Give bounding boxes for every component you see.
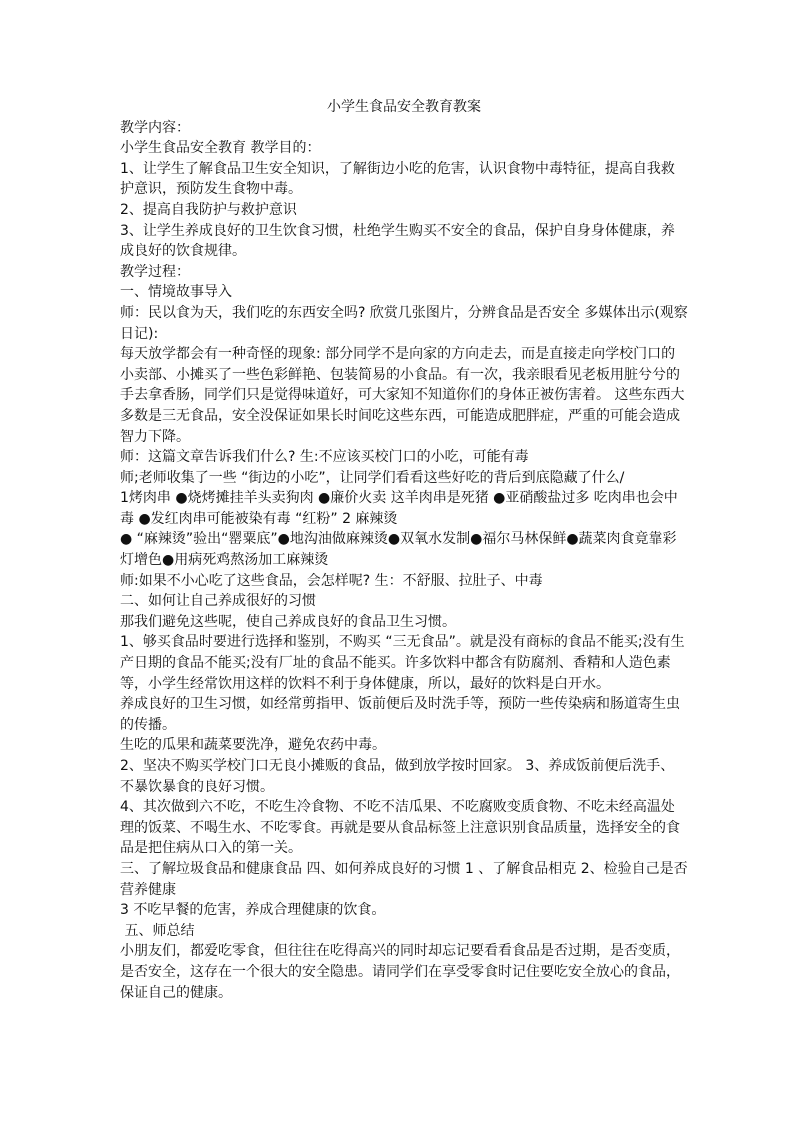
paragraph-teacher-consequence: 师:如果不小心吃了这些食品，会怎样呢? 生：不舒服、拉肚子、中毒 (120, 572, 543, 589)
section-heading-3-4: 三、了解垃圾食品和健康食品 四、如何养成良好的习惯 1 、了解食品相克 2、检验自己是否营养健康 (120, 860, 688, 898)
document-title: 小学生食品安全教育教案 (327, 99, 481, 115)
paragraph-habit-2-3: 2、坚决不购买学校门口无良小摊贩的食品，做到放学按时回家。 3、养成饭前便后洗手、不暴饮暴食的良好习惯。 (120, 758, 675, 795)
paragraph-habit-4: 4、其次做到六不吃，不吃生冷食物、不吃不洁瓜果、不吃腐败变质食物、不吃未经高温处理的饭菜、不喝生水、不吃零食。再就是要从食品标签上注意识别食品质量，选择安全的食品是把住病从口入的第一关。 (120, 799, 680, 857)
paragraph-teaching-content: 教学内容： (120, 119, 190, 136)
paragraph-habit-intro: 那我们避免这些呢，使自己养成良好的食品卫生习惯。 (120, 613, 456, 630)
paragraph-teacher-intro: 师：民以食为天，我们吃的东西安全吗? 欣赏几张图片，分辨食品是否安全 多媒体出示(观察日记): (120, 304, 688, 342)
paragraph-kebab-list: 1烤肉串 ●烧烤摊挂羊头卖狗肉 ●廉价火卖 这羊肉串是死猪 ●亚硝酸盐过多 吃肉串也会中毒 ●发红肉串可能被染有毒 “红粉” 2 麻辣烫 (120, 490, 678, 527)
section-heading-5: 五、师总结 (120, 922, 195, 939)
paragraph-malatang-list: ● “麻辣烫”验出“罂粟底”●地沟油做麻辣烫●双氧水发制●福尔马林保鲜●蔬菜肉食竟靠彩灯增色●用病死鸡熬汤加工麻辣烫 (120, 531, 677, 569)
section-heading-2: 二、如何让自己养成很好的习惯 (120, 593, 316, 610)
paragraph-summary: 小朋友们，都爱吃零食，但往往在吃得高兴的同时却忘记要看看食品是否过期，是否变质，是否安全，这存在一个很大的安全隐患。请同学们在享受零食时记住要吃安全放心的食品，保证自己的健康。 (120, 943, 680, 1001)
paragraph-teaching-purpose: 小学生食品安全教育 教学目的： (120, 140, 321, 157)
paragraph-breakfast: 3 不吃早餐的危害，养成合理健康的饮食。 (120, 902, 386, 919)
paragraph-habit-1: 1、够买食品时要进行选择和鉴别，不购买 “三无食品”。就是没有商标的食品不能买;没有生产日期的食品不能买;没有厂址的食品不能买。许多饮料中都含有防腐剂、香精和人造色素等，小学生经常饮用这样的饮料不利于身体健康，所以，最好的饮料是白开水。 (120, 634, 685, 692)
paragraph-hygiene: 养成良好的卫生习惯，如经常剪指甲、饭前便后及时洗手等，预防一些传染病和肠道寄生虫的传播。 (120, 696, 680, 733)
paragraph-goal-2: 2、提高自我防护与救护意识 (120, 201, 297, 218)
paragraph-goal-3: 3、让学生养成良好的卫生饮食习惯，杜绝学生购买不安全的食品，保护自身身体健康，养成良好的饮食规律。 (120, 222, 675, 260)
paragraph-observation-diary: 每天放学都会有一种奇怪的现象: 部分同学不是向家的方向走去，而是直接走向学校门口的小卖部、小摊买了一些色彩鲜艳、包装简易的小食品。有一次，我亲眼看见老板用脏兮兮的手去拿香肠，同学们只是觉得味道好，可大家知不知道你们的身体正被伤害着。 这些东西大多数是三无食品，安全没保证如果长时间吃这些东西，可能造成肥胖症，严重的可能会造成智力下降。 (120, 346, 685, 445)
document-page (120, 97, 688, 1003)
section-heading-1: 一、情境故事导入 (120, 284, 232, 301)
paragraph-wash-produce: 生吃的瓜果和蔬菜要洗净，避免农药中毒。 (120, 737, 386, 754)
paragraph-teacher-collection: 师;老师收集了一些 “街边的小吃”，让同学们看看这些好吃的背后到底隐藏了什么/ (120, 469, 625, 486)
paragraph-goal-1: 1、让学生了解食品卫生安全知识，了解街边小吃的危害，认识食物中毒特征，提高自我救护意识，预防发生食物中毒。 (120, 160, 675, 198)
paragraph-teacher-question: 师：这篇文章告诉我们什么? 生:不应该买校门口的小吃，可能有毒 (120, 449, 529, 466)
paragraph-teaching-process: 教学过程： (120, 263, 190, 280)
